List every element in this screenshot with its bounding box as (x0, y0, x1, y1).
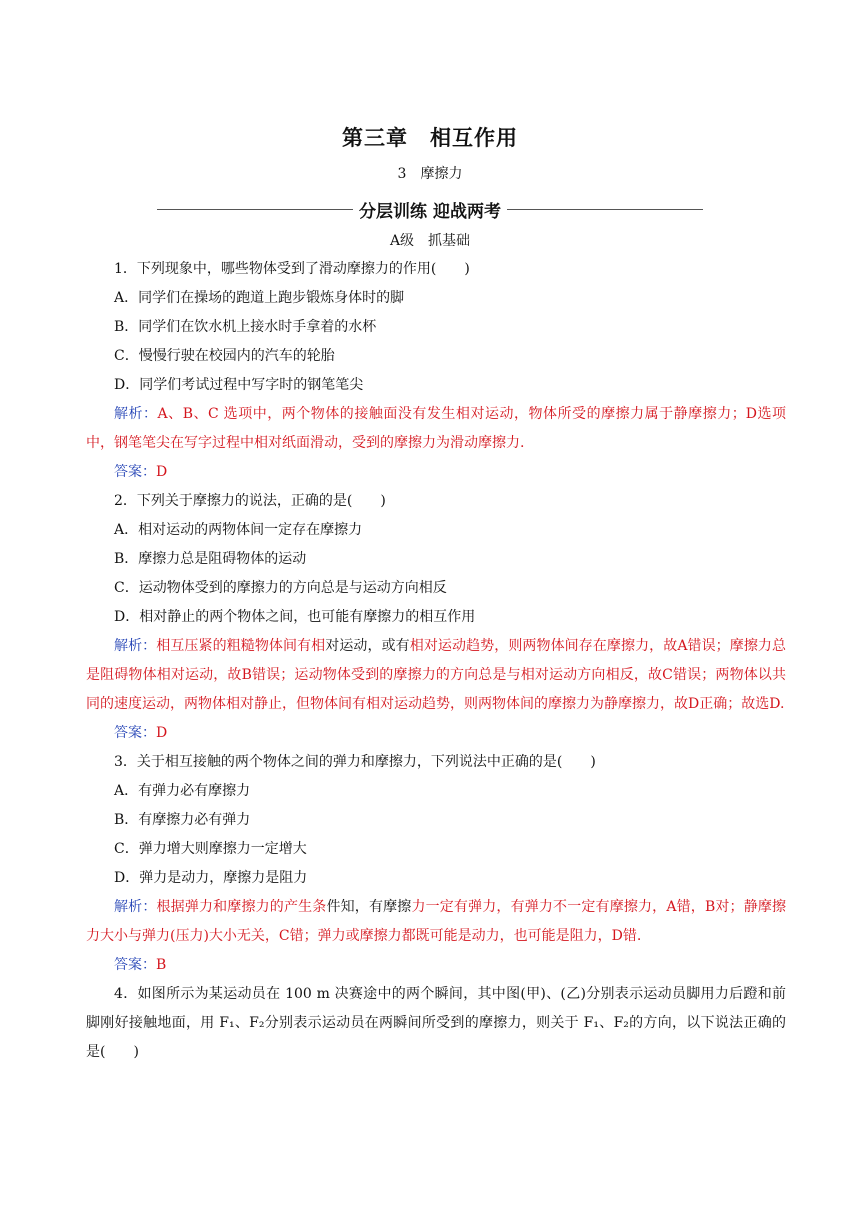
question-2-option-c: C．运动物体受到的摩擦力的方向总是与运动方向相反 (114, 580, 447, 596)
question-2-answer (86, 719, 786, 748)
answer-label: 答案： (114, 957, 156, 973)
explanation-text: A、B、C 选项中，两个物体的接触面 (157, 406, 398, 422)
banner-text: 分层训练 迎战两考 (359, 201, 501, 222)
answer-label: 答案： (114, 464, 156, 480)
chapter-title: 第三章 相互作用 (342, 126, 518, 150)
question-1-option-c: C．慢慢行驶在校园内的汽车的轮胎 (114, 348, 335, 364)
explanation-label: 解析： (114, 406, 158, 422)
answer-value: D (156, 725, 168, 741)
explanation-text: 没有发生相对运动，物体所受的摩擦力属于静摩擦力；D选项中，钢笔笔尖在写字过程中相对纸面滑动，受到的摩擦力为滑动摩擦力. (86, 406, 786, 451)
question-1-answer (86, 458, 786, 487)
level-heading: A级 抓基础 (389, 233, 471, 249)
question-2-stem: 2．下列关于摩擦力的说法，正确的是( ) (114, 493, 386, 509)
explanation-text: 根据弹力和摩擦力的产生条 (156, 899, 327, 915)
section-banner (157, 196, 703, 222)
answer-value: B (156, 957, 167, 973)
question-3-answer (86, 951, 786, 980)
explanation-text: 对运动，或有 (325, 638, 410, 654)
question-3-stem: 3．关于相互接触的两个物体之间的弹力和摩擦力，下列说法中正确的是( ) (114, 754, 596, 770)
question-1-option-a: A．同学们在操场的跑道上跑步锻炼身体时的脚 (114, 290, 405, 306)
question-2-option-b: B．摩擦力总是阻碍物体的运动 (114, 551, 307, 567)
section-subtitle: 3 摩擦力 (397, 166, 463, 182)
explanation-label: 解析： (114, 899, 157, 915)
banner-rule-left (157, 209, 353, 210)
question-3-explanation (86, 893, 786, 951)
explanation-text: 力一定有弹力，有弹力不一定有摩擦力，A错，B对；静摩擦力大小与弹力(压力)大小无关，C错；弹力或摩擦力都既可能是动力，也可能是阻力，D错. (86, 899, 787, 944)
banner-rule-right (507, 209, 703, 210)
question-3-option-a: A．有弹力必有摩擦力 (114, 783, 251, 799)
explanation-text: 件知，有摩擦 (326, 899, 412, 915)
question-2-option-a: A．相对运动的两物体间一定存在摩擦力 (114, 522, 363, 538)
question-list (86, 255, 786, 1067)
answer-label: 答案： (114, 725, 156, 741)
question-1-explanation (86, 400, 786, 458)
question-2-explanation (86, 632, 786, 719)
question-1-option-d: D．同学们考试过程中写字时的钢笔笔尖 (114, 377, 364, 393)
question-3-option-d: D．弹力是动力，摩擦力是阻力 (114, 870, 308, 886)
question-4-stem: 4．如图所示为某运动员在 100 m 决赛途中的两个瞬间，其中图(甲)、(乙)分别表示运动员脚用力后蹬和前脚刚好接触地面，用 F₁、F₂分别表示运动员在两瞬间所受到的摩擦力，则关于 F₁、F₂的方向，以下说法正确的是( ) (86, 986, 786, 1060)
question-3-option-b: B．有摩擦力必有弹力 (114, 812, 251, 828)
explanation-text: 相对运动趋势，则两物体间存在摩擦力，故A错误；摩擦力总是阻碍物体相对运动，故B错误；运动物体受到的摩擦力的方向总是与相对运动方向相反，故C错误；两物体以共同的速度运动，两物体相对静止，但物体间有相对运动趋势，则两物体间的摩擦力为静摩擦力，故D正确；故选D. (86, 638, 787, 712)
answer-value: D (156, 464, 168, 480)
question-3-option-c: C．弹力增大则摩擦力一定增大 (114, 841, 307, 857)
question-1-stem: 1．下列现象中，哪些物体受到了滑动摩擦力的作用( ) (114, 261, 470, 277)
explanation-label: 解析： (114, 638, 157, 654)
question-2-option-d: D．相对静止的两个物体之间，也可能有摩擦力的相互作用 (114, 609, 476, 625)
question-1-option-b: B．同学们在饮水机上接水时手拿着的水杯 (114, 319, 377, 335)
explanation-text: 相互压紧的粗糙物体间有相 (156, 638, 326, 654)
